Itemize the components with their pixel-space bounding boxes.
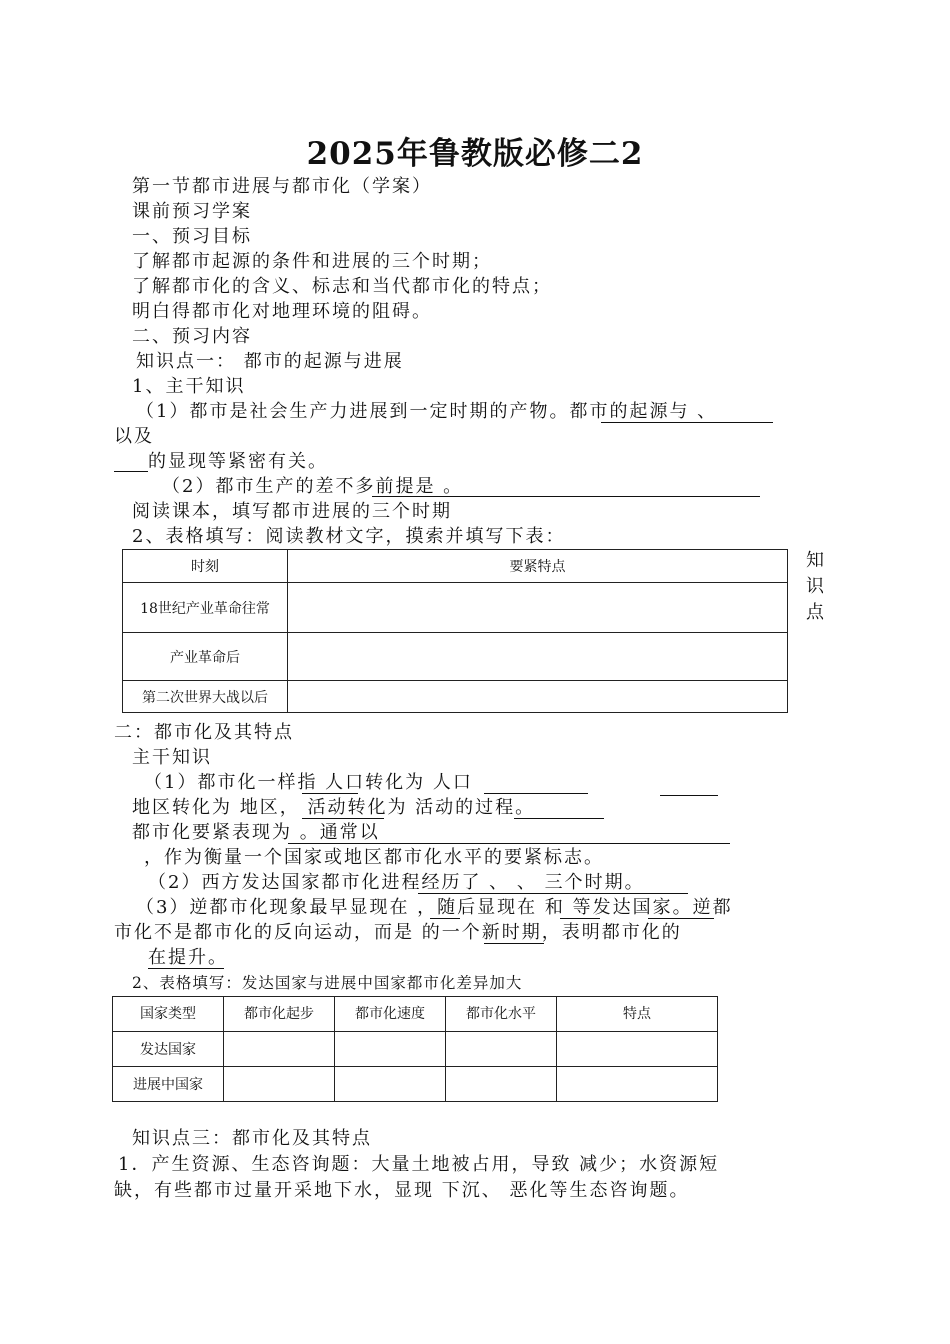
table-header: 时刻 (123, 550, 288, 583)
side-label: 知 识 点 (806, 550, 824, 623)
fill-blank (484, 793, 588, 794)
table-header: 都市化起步 (224, 997, 335, 1032)
paragraph-line: 都市化要紧表现为 。通常以 (132, 822, 380, 843)
fill-blank (418, 893, 688, 894)
table-cell[interactable] (224, 1067, 335, 1102)
paragraph-line: 市化不是都市化的反向运动，而是 的一个新时期，表明都市化的 (114, 922, 682, 943)
objectives-heading: 一、预习目标 (132, 226, 252, 247)
main-knowledge-heading: 主干知识 (132, 747, 212, 768)
table-instruction: 2、表格填写：发达国家与进展中国家都市化差异加大 (132, 974, 523, 992)
paragraph-line: 缺，有些都市过量开采地下水，显现 下沉、 恶化等生态咨询题。 (114, 1180, 690, 1201)
paragraph-line: 的显现等紧密有关。 (148, 451, 328, 472)
table-cell[interactable] (288, 633, 788, 681)
table-row-label: 第二次世界大战以后 (123, 681, 288, 713)
table-cell[interactable] (446, 1067, 557, 1102)
knowledge-point-1: 知识点一： 都市的起源与进展 (136, 351, 404, 372)
table-cell[interactable] (557, 1067, 718, 1102)
paragraph-line: （1）都市是社会生产力进展到一定时期的产物。都市的起源与 、 (136, 401, 718, 422)
knowledge-point-3: 知识点三：都市化及其特点 (132, 1128, 372, 1149)
table-cell[interactable] (224, 1032, 335, 1067)
fill-blank (648, 918, 714, 919)
table-row-label: 进展中国家 (113, 1067, 224, 1102)
table-cell[interactable] (557, 1032, 718, 1067)
paragraph-line: 在提升。 (148, 947, 228, 968)
paragraph-line: 1．产生资源、生态咨询题：大量土地被占用，导致 减少；水资源短 (118, 1154, 720, 1175)
fill-blank (660, 795, 718, 796)
table-cell[interactable] (446, 1032, 557, 1067)
fill-blank (560, 918, 600, 919)
content-heading: 二、预习内容 (132, 326, 252, 347)
fill-blank (148, 968, 224, 969)
paragraph-line: （1）都市化一样指 人口转化为 人口 (144, 772, 473, 793)
table-row-label: 发达国家 (113, 1032, 224, 1067)
instruction-line: 阅读课本，填写都市进展的三个时期 (132, 501, 452, 522)
fill-blank (484, 943, 544, 944)
paragraph-line: 地区转化为 地区， 活动转化为 活动的过程。 (132, 797, 536, 818)
table-cell[interactable] (288, 681, 788, 713)
subheading: 课前预习学案 (132, 201, 252, 222)
objective-3: 明白得都市化对地理环境的阻碍。 (132, 301, 432, 322)
objective-1: 了解都市起源的条件和进展的三个时期； (132, 251, 492, 272)
paragraph-line: 以及 (114, 426, 154, 447)
fill-blank (114, 471, 148, 472)
paragraph-line: （2）都市生产的差不多前提是 。 (162, 476, 464, 497)
document-title: 2025年鲁教版必修二2 (306, 136, 644, 172)
fill-blank (302, 793, 358, 794)
table-cell[interactable] (288, 583, 788, 633)
table-cell[interactable] (335, 1067, 446, 1102)
table-header: 都市化水平 (446, 997, 557, 1032)
section-heading: 第一节都市进展与都市化（学案） (132, 176, 432, 197)
paragraph-line: （2）西方发达国家都市化进程经历了 、 、 三个时期。 (148, 872, 645, 893)
paragraph-line: （3）逆都市化现象最早显现在 ，随后显现在 和 等发达国家。逆都 (136, 897, 733, 918)
fill-blank (430, 918, 460, 919)
urbanization-comparison-table (112, 996, 718, 1102)
table-header: 国家类型 (113, 997, 224, 1032)
city-development-table (122, 549, 788, 713)
table-row-label: 18世纪产业革命往常 (123, 583, 288, 633)
fill-blank (302, 818, 384, 819)
table-cell[interactable] (335, 1032, 446, 1067)
fill-blank (288, 843, 730, 844)
fill-blank (372, 496, 760, 497)
main-knowledge-heading: 1、主干知识 (132, 376, 246, 397)
fill-blank (514, 818, 604, 819)
table-instruction: 2、表格填写：阅读教材文字，摸索并填写下表： (132, 526, 566, 547)
section-heading: 二：都市化及其特点 (114, 722, 294, 743)
objective-2: 了解都市化的含义、标志和当代都市化的特点； (132, 276, 552, 297)
fill-blank (601, 422, 773, 423)
paragraph-line: ，作为衡量一个国家或地区都市化水平的要紧标志。 (144, 847, 604, 868)
table-row-label: 产业革命后 (123, 633, 288, 681)
table-header: 特点 (557, 997, 718, 1032)
table-header: 要紧特点 (288, 550, 788, 583)
table-header: 都市化速度 (335, 997, 446, 1032)
